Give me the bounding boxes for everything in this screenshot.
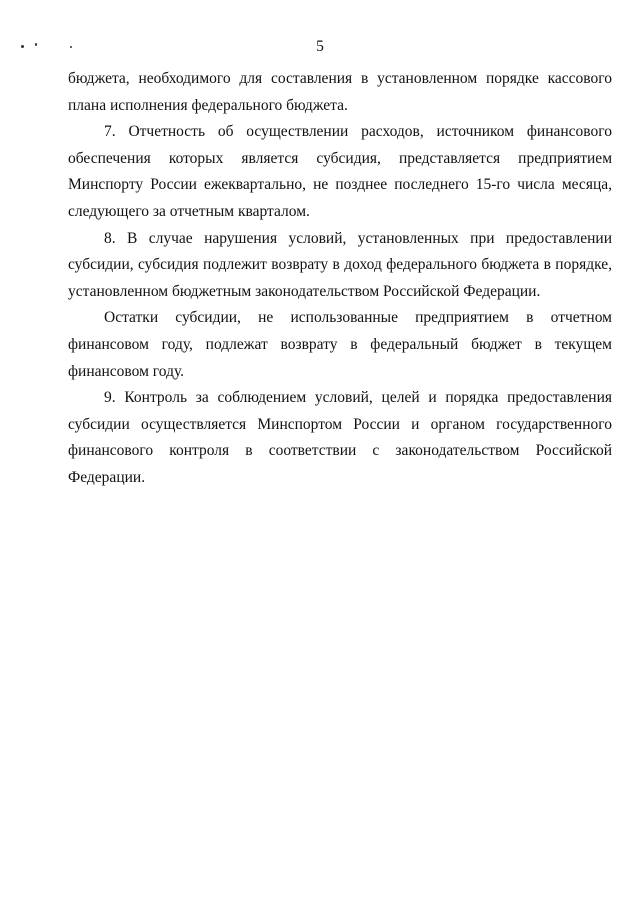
paragraph-8: 8. В случае нарушения условий, установленных при предоставлении субсидии, субсидия подлежит возврату в доход федерального бюджета в порядке, установленном бюджетным законодательством Российской Федерации. xyxy=(68,229,612,300)
paragraph-9: 9. Контроль за соблюдением условий, целей и порядка предоставления субсидии осуществляется Минспортом России и органом государственного финансового контроля в соответствии с законодательством Российской Федерации. xyxy=(68,389,612,486)
paragraph-remainder: Остатки субсидии, не использованные предприятием в отчетном финансовом году, подлежат возврату в федеральный бюджет в текущем финансовом году. xyxy=(68,309,612,380)
paragraph-continuation: бюджета, необходимого для составления в установленном порядке кассового плана исполнения федерального бюджета. xyxy=(68,70,612,114)
paragraph-7: 7. Отчетность об осуществлении расходов, источником финансового обеспечения которых является субсидия, представляется предприятием Минспорту России ежеквартально, не позднее последнего 15-го числа месяца, следующего за отчетным кварталом. xyxy=(68,123,612,220)
page-number: 5 xyxy=(316,38,324,55)
document-body xyxy=(68,66,612,492)
